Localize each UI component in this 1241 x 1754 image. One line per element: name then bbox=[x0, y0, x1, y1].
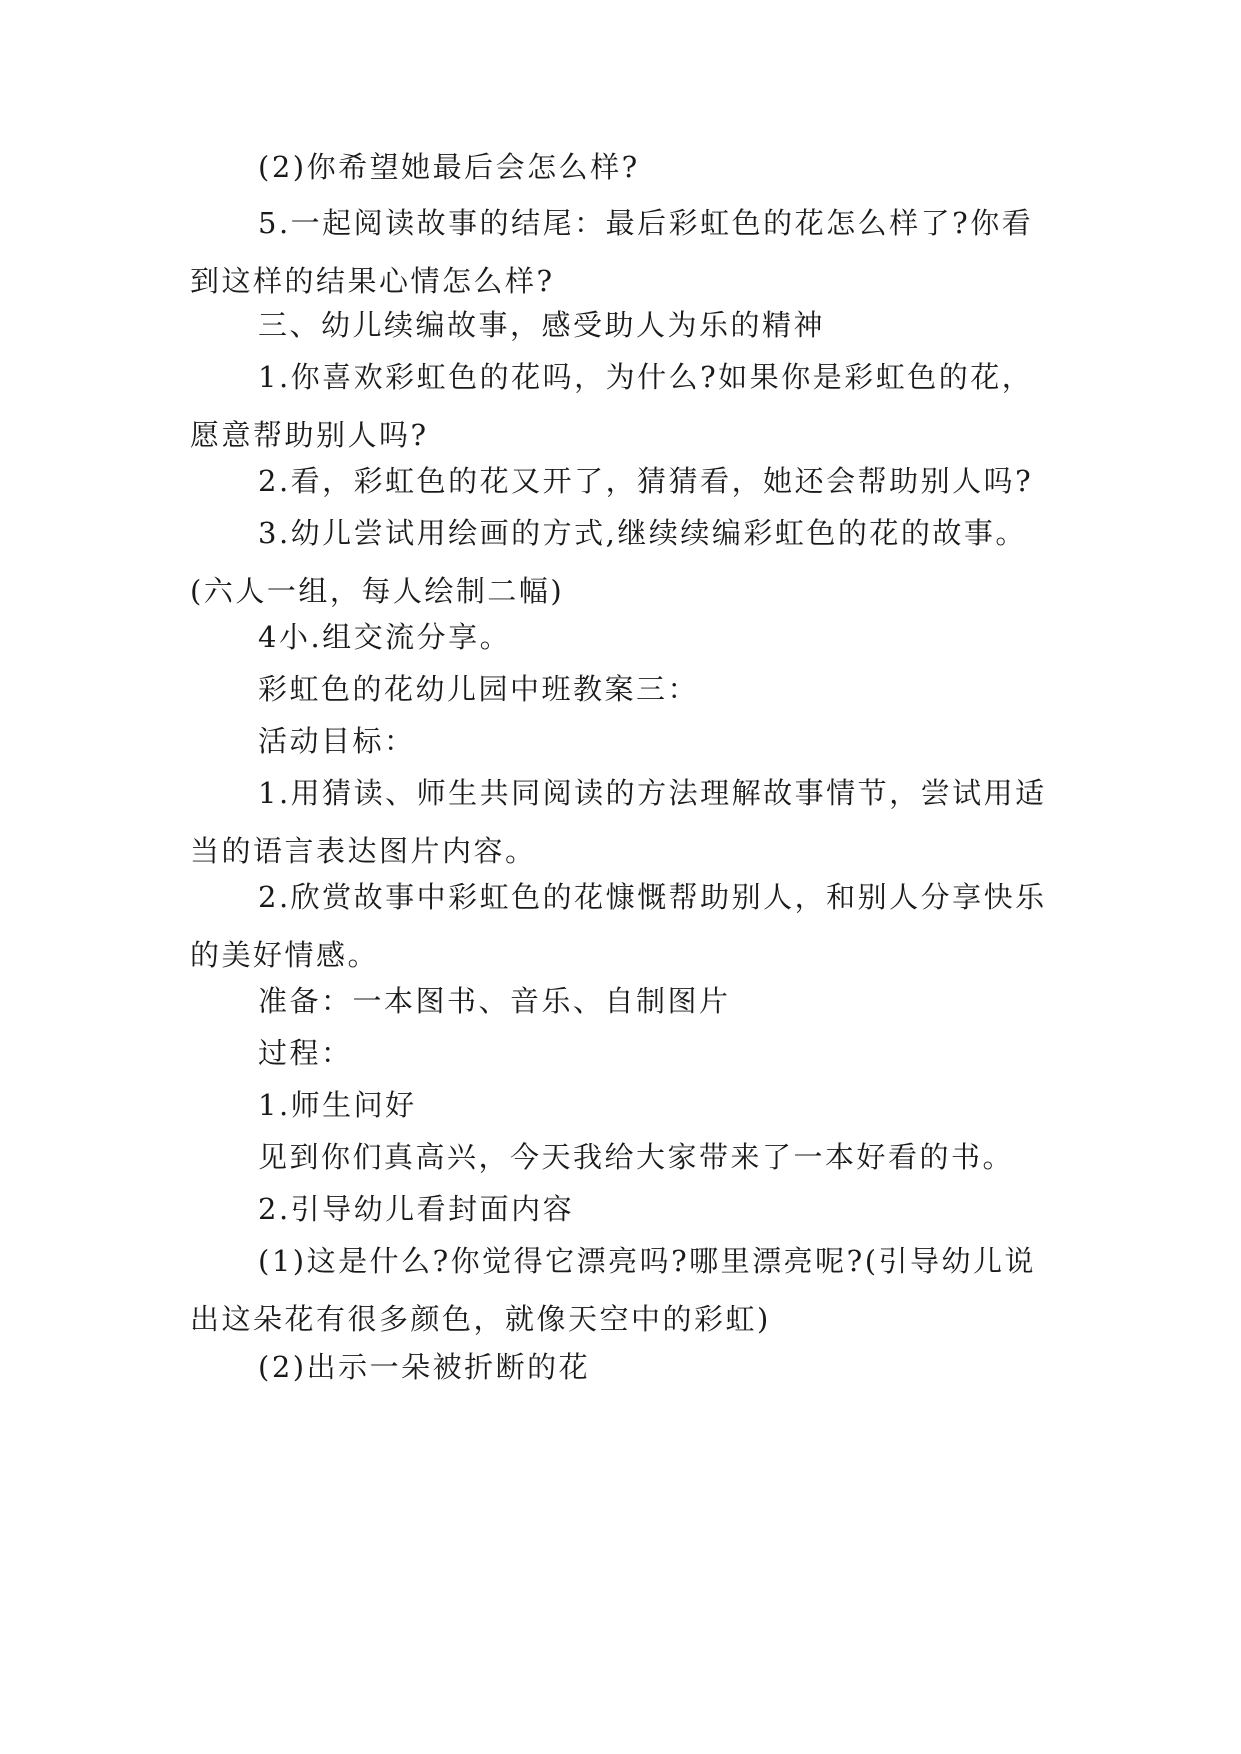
paragraph-8: 彩虹色的花幼儿园中班教案三： bbox=[258, 672, 700, 706]
paragraph-4: 1.你喜欢彩虹色的花吗，为什么?如果你是彩虹色的花，愿意帮助别人吗? bbox=[190, 360, 1034, 452]
paragraph-6: 3.幼儿尝试用绘画的方式,继续续编彩虹色的花的故事。(六人一组，每人绘制二幅) bbox=[190, 516, 1027, 608]
paragraph-2: 5.一起阅读故事的结尾：最后彩虹色的花怎么样了?你看到这样的结果心情怎么样? bbox=[190, 206, 1034, 298]
paragraph-13: 过程： bbox=[258, 1036, 353, 1070]
paragraph-11: 2.欣赏故事中彩虹色的花慷慨帮助别人，和别人分享快乐的美好情感。 bbox=[190, 880, 1047, 972]
paragraph-10: 1.用猜读、师生共同阅读的方法理解故事情节，尝试用适当的语言表达图片内容。 bbox=[190, 776, 1047, 868]
paragraph-5: 2.看，彩虹色的花又开了，猜猜看，她还会帮助别人吗? bbox=[258, 464, 1034, 498]
paragraph-14: 1.师生问好 bbox=[258, 1088, 417, 1122]
paragraph-9: 活动目标： bbox=[258, 724, 416, 758]
paragraph-16: 2.引导幼儿看封面内容 bbox=[258, 1192, 575, 1226]
paragraph-18: (2)出示一朵被折断的花 bbox=[258, 1350, 591, 1384]
paragraph-12: 准备：一本图书、音乐、自制图片 bbox=[258, 984, 731, 1018]
paragraph-3: 三、幼儿续编故事，感受助人为乐的精神 bbox=[258, 308, 826, 342]
paragraph-15: 见到你们真高兴，今天我给大家带来了一本好看的书。 bbox=[258, 1140, 1015, 1174]
paragraph-17: (1)这是什么?你觉得它漂亮吗?哪里漂亮呢?(引导幼儿说出这朵花有很多颜色，就像天空中的彩虹) bbox=[190, 1244, 1037, 1336]
paragraph-7: 4小.组交流分享。 bbox=[258, 620, 512, 654]
paragraph-1: (2)你希望她最后会怎么样? bbox=[258, 150, 640, 184]
